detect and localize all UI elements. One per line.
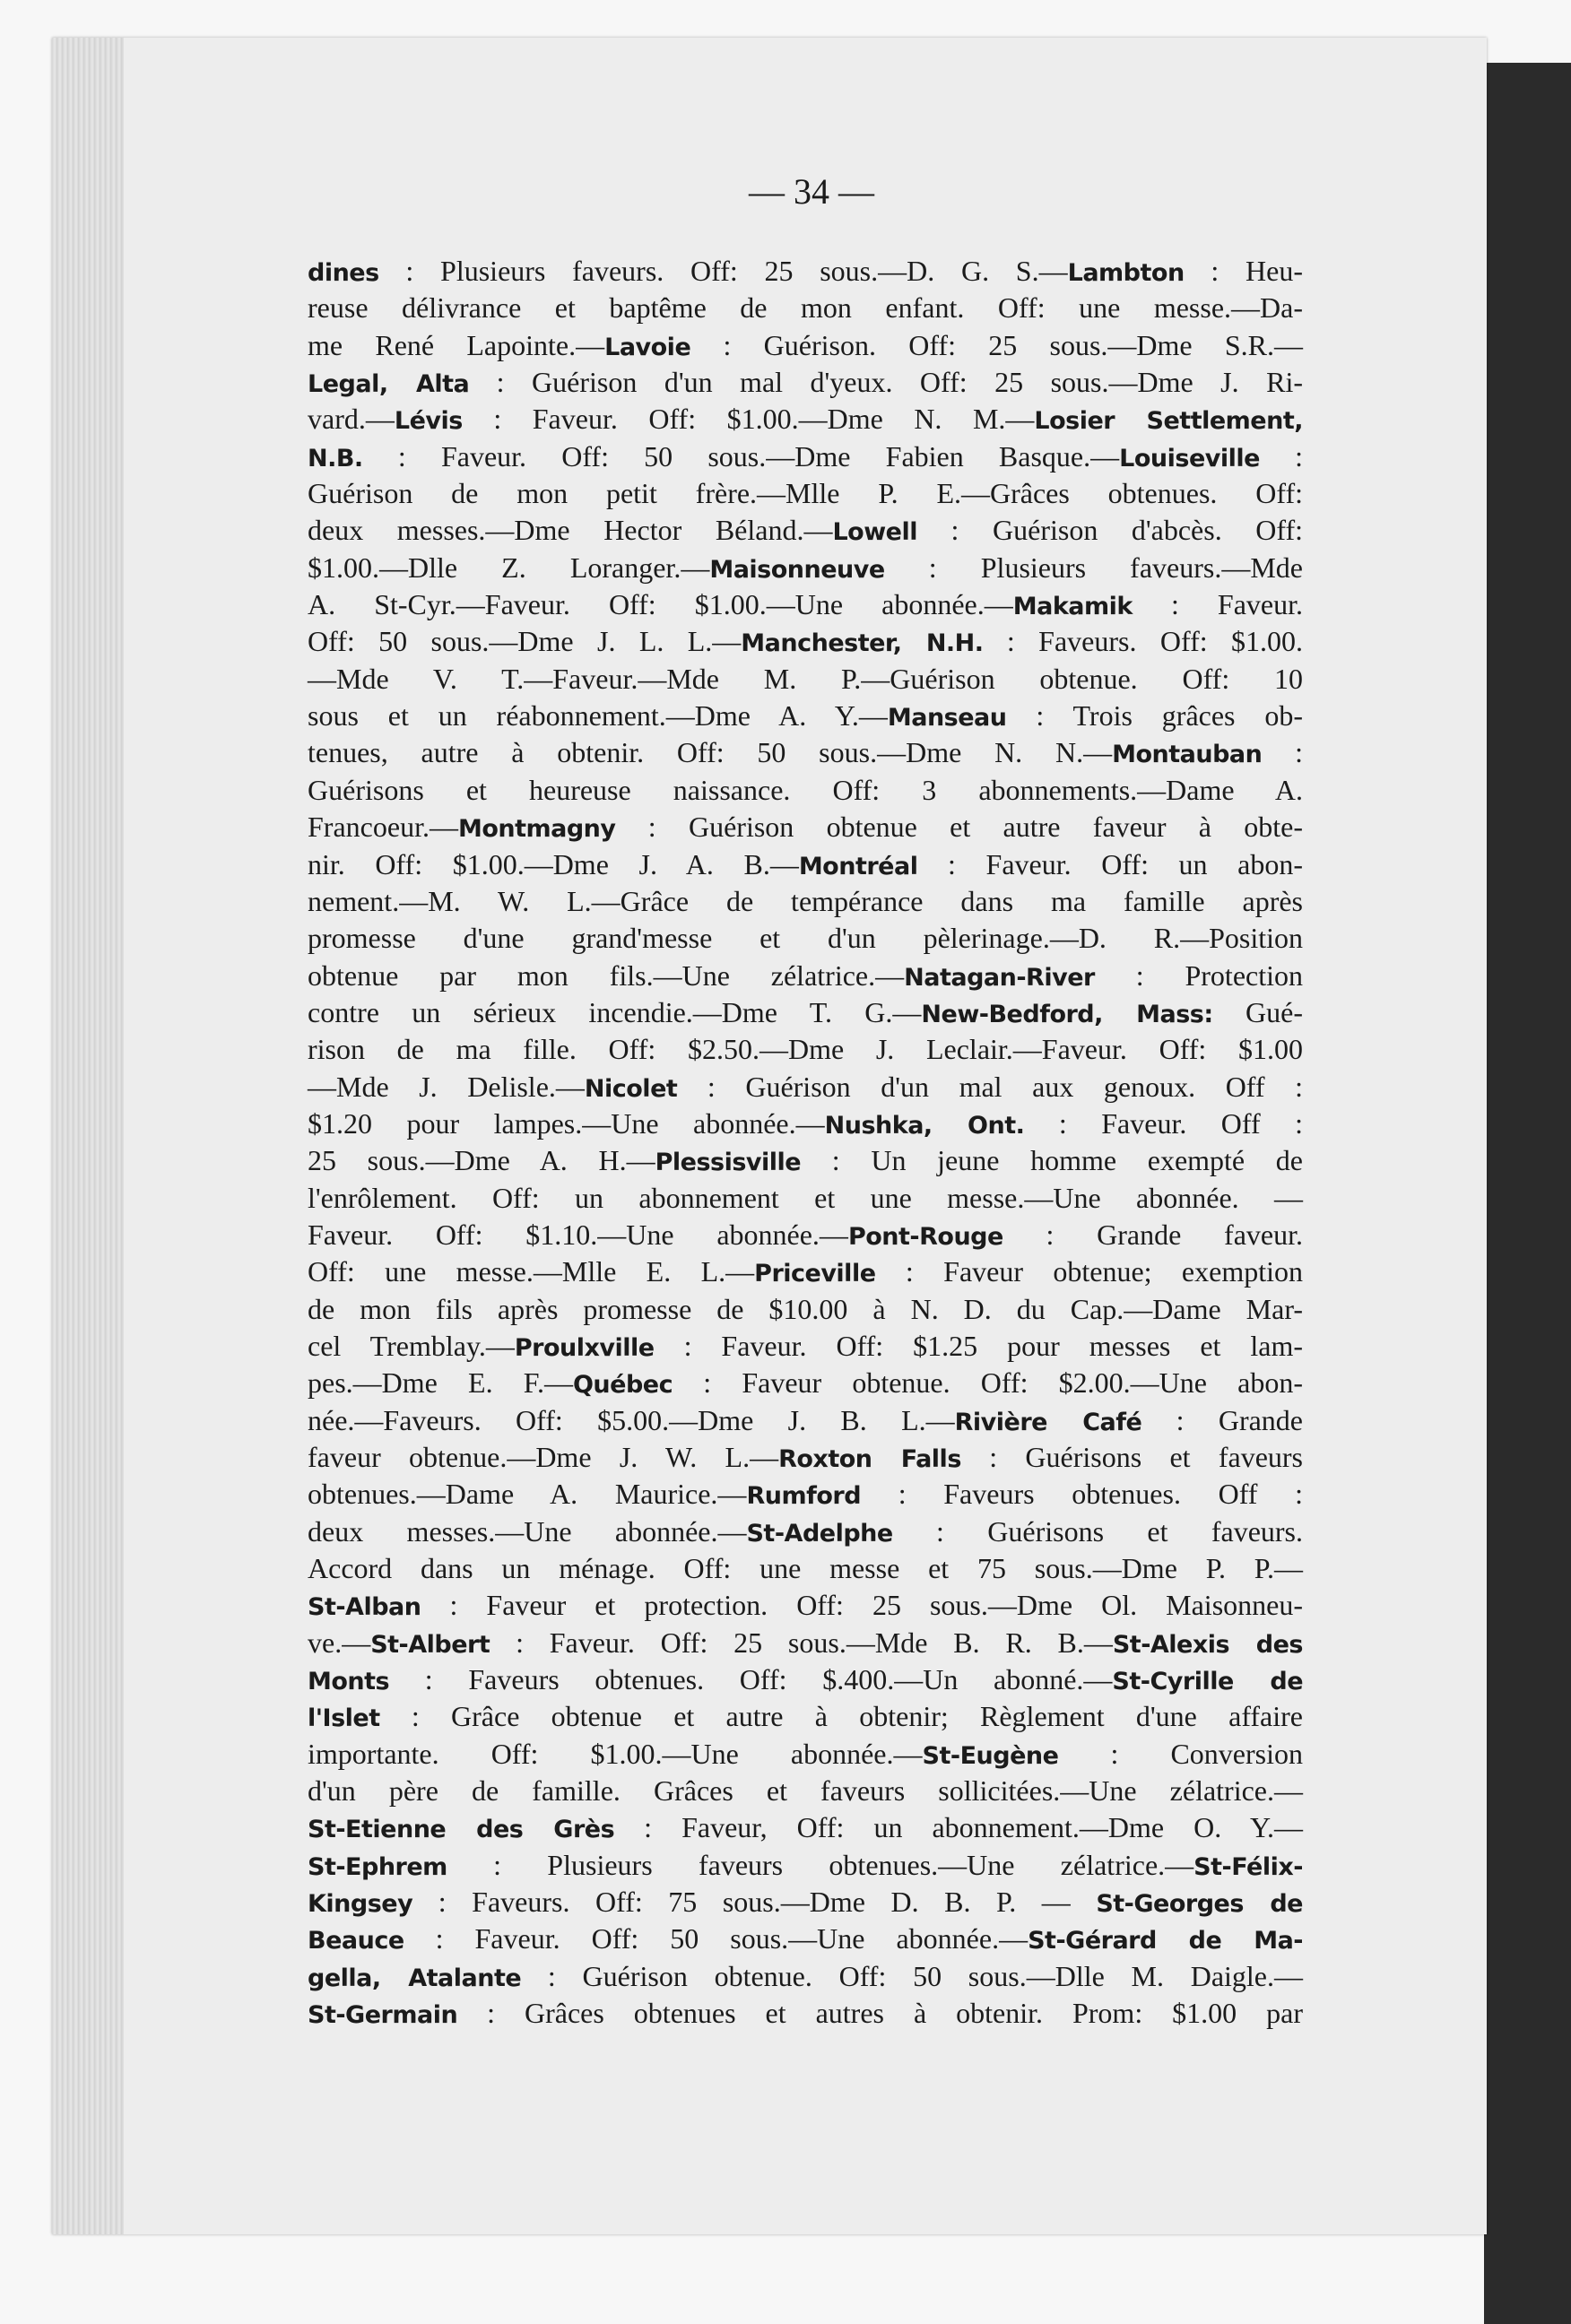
text-run: Gué- bbox=[1212, 995, 1304, 1028]
text-run: : Guérison obtenue. Off: 50 sous.—Dlle M. Daigle.— bbox=[521, 1959, 1304, 1992]
place-name: Manseau bbox=[887, 704, 1007, 733]
text-run: : Guérison d'un mal d'yeux. Off: 25 sous.—Dme J. Ri- bbox=[469, 366, 1303, 399]
text-line bbox=[308, 1180, 1303, 1217]
text-line bbox=[308, 1402, 1303, 1439]
text-run: : Guérison d'un mal aux genoux. Off : bbox=[677, 1070, 1304, 1103]
text-line bbox=[308, 1069, 1303, 1106]
text-run: : bbox=[1259, 439, 1304, 473]
text-run: : Guérison. Off: 25 sous.—Dme S.R.— bbox=[690, 328, 1304, 361]
text-run: : Faveur, Off: un abonnement.—Dme O. Y.— bbox=[614, 1811, 1304, 1844]
page-stack-edge bbox=[52, 38, 124, 2234]
text-line bbox=[308, 1995, 1303, 2032]
text-run: $1.20 pour lampes.—Une abonnée.— bbox=[308, 1106, 825, 1140]
text-line bbox=[308, 475, 1303, 512]
text-line bbox=[308, 1439, 1303, 1476]
text-run: contre un sérieux incendie.—Dme T. G.— bbox=[308, 995, 922, 1028]
place-name: St-Etienne des Grès bbox=[308, 1816, 615, 1844]
text-run: : Plusieurs faveurs obtenues.—Une zélatrice.— bbox=[447, 1848, 1194, 1881]
text-run: : Faveur. bbox=[1132, 588, 1303, 621]
text-line bbox=[308, 401, 1303, 438]
text-run: rison de ma fille. Off: $2.50.—Dme J. Leclair.—Faveur. Off: $1.00 bbox=[308, 1033, 1303, 1066]
place-name: Legal, Alta bbox=[308, 370, 470, 399]
text-line bbox=[308, 512, 1303, 549]
text-run: $1.00.—Dlle Z. Loranger.— bbox=[308, 551, 710, 584]
place-name: Maisonneuve bbox=[709, 555, 885, 584]
place-name: gella, Atalante bbox=[308, 1964, 522, 1992]
text-run: : Faveurs obtenues. Off : bbox=[861, 1478, 1304, 1511]
text-run: : Faveur obtenue; exemption bbox=[875, 1255, 1304, 1288]
text-run: pes.—Dme E. F.— bbox=[308, 1366, 573, 1400]
text-line bbox=[308, 1550, 1303, 1587]
text-run: —Mde V. T.—Faveur.—Mde M. P.—Guérison obtenue. Off: 10 bbox=[308, 662, 1303, 695]
text-line bbox=[308, 1921, 1303, 1957]
text-line bbox=[308, 1958, 1303, 1995]
text-run: nement.—M. W. L.—Grâce de tempérance dans ma famille après bbox=[308, 884, 1303, 917]
text-run: : Un jeune homme exempté de bbox=[801, 1144, 1304, 1177]
place-name: Lowell bbox=[832, 518, 917, 547]
place-name: l'Islet bbox=[308, 1704, 380, 1733]
text-line bbox=[308, 846, 1303, 883]
text-run: : Faveurs obtenues. Off: $.400.—Un abonné.— bbox=[389, 1663, 1113, 1696]
text-run: l'enrôlement. Off: un abonnement et une messe.—Une abonnée. — bbox=[308, 1181, 1303, 1214]
page-number: — 34 — bbox=[749, 171, 874, 212]
text-run: Francoeur.— bbox=[308, 811, 458, 844]
place-name: Monts bbox=[308, 1668, 390, 1696]
text-line bbox=[308, 920, 1303, 957]
place-name: St-Ephrem bbox=[308, 1852, 447, 1881]
text-run: obtenue par mon fils.—Une zélatrice.— bbox=[308, 958, 905, 992]
text-line bbox=[308, 290, 1303, 326]
text-run: : Trois grâces ob- bbox=[1006, 699, 1304, 733]
text-run: : Faveur. Off: $1.00.—Dme N. M.— bbox=[462, 403, 1035, 436]
text-line bbox=[308, 1847, 1303, 1884]
place-name: Beauce bbox=[308, 1927, 404, 1955]
text-line bbox=[308, 364, 1303, 401]
text-line bbox=[308, 1513, 1303, 1550]
page-body-text bbox=[308, 253, 1303, 2033]
text-run: me René Lapointe.— bbox=[308, 328, 605, 361]
place-name: Louiseville bbox=[1119, 444, 1260, 473]
text-run: 25 sous.—Dme A. H.— bbox=[308, 1144, 655, 1177]
place-name: Proulxville bbox=[514, 1333, 655, 1362]
text-run: nir. Off: $1.00.—Dme J. A. B.— bbox=[308, 847, 799, 880]
text-run: de mon fils après promesse de $10.00 à N. D. du Cap.—Dame Mar- bbox=[308, 1292, 1303, 1325]
text-line bbox=[308, 1291, 1303, 1328]
text-run: : Heu- bbox=[1184, 255, 1304, 287]
text-run: : Grâces obtenues et autres à obtenir. Prom: $1.00 par bbox=[457, 1997, 1303, 2030]
text-run: Faveur. Off: $1.10.—Une abonnée.— bbox=[308, 1218, 848, 1251]
text-run: A. St-Cyr.—Faveur. Off: $1.00.—Une abonnée.— bbox=[308, 588, 1013, 621]
text-line bbox=[308, 1625, 1303, 1661]
text-line bbox=[308, 883, 1303, 920]
text-line bbox=[308, 1365, 1303, 1401]
place-name: St-Alexis des bbox=[1112, 1630, 1303, 1659]
place-name: St-Eugène bbox=[922, 1741, 1059, 1770]
text-line bbox=[308, 1773, 1303, 1809]
text-run: : Plusieurs faveurs. Off: 25 sous.—D. G. S.— bbox=[378, 255, 1068, 287]
text-line bbox=[308, 734, 1303, 771]
text-line bbox=[308, 1736, 1303, 1773]
text-run: : bbox=[1262, 736, 1304, 769]
text-run: : Plusieurs faveurs.—Mde bbox=[884, 551, 1304, 584]
text-run: —Mde J. Delisle.— bbox=[308, 1070, 585, 1103]
text-run: ve.— bbox=[308, 1626, 371, 1659]
text-run: obtenues.—Dame A. Maurice.— bbox=[308, 1478, 747, 1511]
place-name: Priceville bbox=[754, 1260, 876, 1288]
text-run: : Faveurs. Off: $1.00. bbox=[983, 625, 1303, 658]
text-line bbox=[308, 1587, 1303, 1624]
text-run: : Faveur. Off: $1.25 pour messes et lam- bbox=[654, 1329, 1304, 1362]
text-run: reuse délivrance et baptême de mon enfant. Off: une messe.—Da- bbox=[308, 291, 1303, 325]
text-run: : Guérisons et faveurs. bbox=[892, 1514, 1304, 1548]
text-run: tenues, autre à obtenir. Off: 50 sous.—Dme N. N.— bbox=[308, 736, 1113, 769]
text-line bbox=[308, 1809, 1303, 1846]
text-run: : Faveurs. Off: 75 sous.—Dme D. B. P. — bbox=[412, 1886, 1097, 1919]
place-name: Roxton Falls bbox=[778, 1445, 961, 1473]
text-run: : Faveur. Off: 50 sous.—Une abonnée.— bbox=[404, 1922, 1029, 1955]
place-name: Kingsey bbox=[308, 1890, 413, 1919]
place-name: St-Germain bbox=[308, 2001, 458, 2030]
text-line bbox=[308, 994, 1303, 1031]
text-line bbox=[308, 1661, 1303, 1698]
place-name: Plessisville bbox=[655, 1149, 802, 1177]
text-run: Guérisons et heureuse naissance. Off: 3 abonnements.—Dame A. bbox=[308, 773, 1303, 806]
text-run: Accord dans un ménage. Off: une messe et 75 sous.—Dme P. P.— bbox=[308, 1552, 1303, 1585]
text-line bbox=[308, 550, 1303, 586]
place-name: Rivière Café bbox=[954, 1408, 1142, 1436]
text-line bbox=[308, 1253, 1303, 1290]
text-run: : Guérisons et faveurs bbox=[960, 1441, 1303, 1473]
text-line bbox=[308, 698, 1303, 734]
text-run: : Faveur et protection. Off: 25 sous.—Dme Ol. Maisonneu- bbox=[421, 1589, 1303, 1622]
scan-dark-edge bbox=[1484, 63, 1571, 2324]
place-name: Montauban bbox=[1112, 741, 1263, 769]
text-line bbox=[308, 253, 1303, 290]
place-name: Rumford bbox=[746, 1482, 862, 1511]
text-run: Off: une messe.—Mlle E. L.— bbox=[308, 1255, 755, 1288]
text-run: : Grâce obtenue et autre à obtenir; Règlement d'une affaire bbox=[379, 1700, 1303, 1733]
text-run: : Guérison d'abcès. Off: bbox=[916, 514, 1303, 547]
text-line bbox=[308, 1142, 1303, 1179]
text-run: vard.— bbox=[308, 403, 395, 436]
text-run: Guérison de mon petit frère.—Mlle P. E.—Grâces obtenues. Off: bbox=[308, 477, 1303, 510]
place-name: Losier Settlement, bbox=[1034, 407, 1304, 436]
place-name: Manchester, N.H. bbox=[741, 629, 984, 658]
text-line bbox=[308, 586, 1303, 623]
text-line bbox=[308, 772, 1303, 809]
place-name: Lavoie bbox=[604, 333, 691, 361]
text-line bbox=[308, 1476, 1303, 1513]
text-run: : Faveur. Off : bbox=[1024, 1106, 1304, 1140]
text-line bbox=[308, 623, 1303, 660]
text-run: : Conversion bbox=[1058, 1737, 1304, 1770]
text-run: : Grande bbox=[1141, 1403, 1304, 1436]
text-run: : Faveur. Off: un abon- bbox=[917, 847, 1303, 880]
place-name: St-Alban bbox=[308, 1593, 421, 1622]
text-run: Off: 50 sous.—Dme J. L. L.— bbox=[308, 625, 742, 658]
text-line bbox=[308, 1106, 1303, 1142]
place-name: St-Gérard de Ma- bbox=[1028, 1927, 1303, 1955]
text-run: : Faveur obtenue. Off: $2.00.—Une abon- bbox=[673, 1366, 1304, 1400]
place-name: Montmagny bbox=[457, 815, 616, 844]
text-run: faveur obtenue.—Dme J. W. L.— bbox=[308, 1441, 779, 1473]
place-name: Québec bbox=[572, 1371, 673, 1400]
text-run: sous et un réabonnement.—Dme A. Y.— bbox=[308, 699, 888, 733]
text-run: : Protection bbox=[1094, 958, 1304, 992]
place-name: St-Cyrille de bbox=[1112, 1668, 1304, 1696]
place-name: St-Georges de bbox=[1096, 1890, 1303, 1919]
place-name: St-Félix- bbox=[1193, 1852, 1303, 1881]
text-run: importante. Off: $1.00.—Une abonnée.— bbox=[308, 1737, 923, 1770]
text-line bbox=[308, 809, 1303, 845]
place-name: Nicolet bbox=[584, 1074, 678, 1103]
place-name: St-Albert bbox=[370, 1630, 490, 1659]
place-name: Montréal bbox=[798, 852, 918, 880]
place-name: Lévis bbox=[394, 407, 463, 436]
text-line bbox=[308, 1031, 1303, 1068]
text-run: : Grande faveur. bbox=[1002, 1218, 1304, 1251]
text-line bbox=[308, 438, 1303, 475]
place-name: Pont-Rouge bbox=[847, 1222, 1003, 1251]
place-name: Makamik bbox=[1012, 593, 1133, 621]
text-run: : Faveur. Off: 25 sous.—Mde B. R. B.— bbox=[490, 1626, 1113, 1659]
place-name: St-Adelphe bbox=[746, 1519, 893, 1548]
place-name: Lambton bbox=[1067, 259, 1185, 287]
text-line bbox=[308, 1884, 1303, 1921]
text-line bbox=[308, 958, 1303, 994]
text-run: promesse d'une grand'messe et d'un pèlerinage.—D. R.—Position bbox=[308, 922, 1303, 955]
text-line bbox=[308, 661, 1303, 698]
place-name: dines bbox=[308, 259, 379, 287]
text-run: d'un père de famille. Grâces et faveurs sollicitées.—Une zélatrice.— bbox=[308, 1774, 1303, 1808]
place-name: N.B. bbox=[308, 444, 363, 473]
text-line bbox=[308, 1328, 1303, 1365]
place-name: Natagan-River bbox=[904, 963, 1095, 992]
place-name: Nushka, Ont. bbox=[824, 1111, 1025, 1140]
text-line bbox=[308, 1698, 1303, 1735]
text-run: : Faveur. Off: 50 sous.—Dme Fabien Basque.— bbox=[362, 439, 1120, 473]
text-run: née.—Faveurs. Off: $5.00.—Dme J. B. L.— bbox=[308, 1403, 955, 1436]
text-run: deux messes.—Une abonnée.— bbox=[308, 1514, 747, 1548]
place-name: New-Bedford, Mass: bbox=[921, 1000, 1213, 1028]
text-run: deux messes.—Dme Hector Béland.— bbox=[308, 514, 833, 547]
text-line bbox=[308, 1217, 1303, 1253]
text-line bbox=[308, 327, 1303, 364]
text-run: : Guérison obtenue et autre faveur à obte- bbox=[615, 811, 1303, 844]
text-run: cel Tremblay.— bbox=[308, 1329, 515, 1362]
